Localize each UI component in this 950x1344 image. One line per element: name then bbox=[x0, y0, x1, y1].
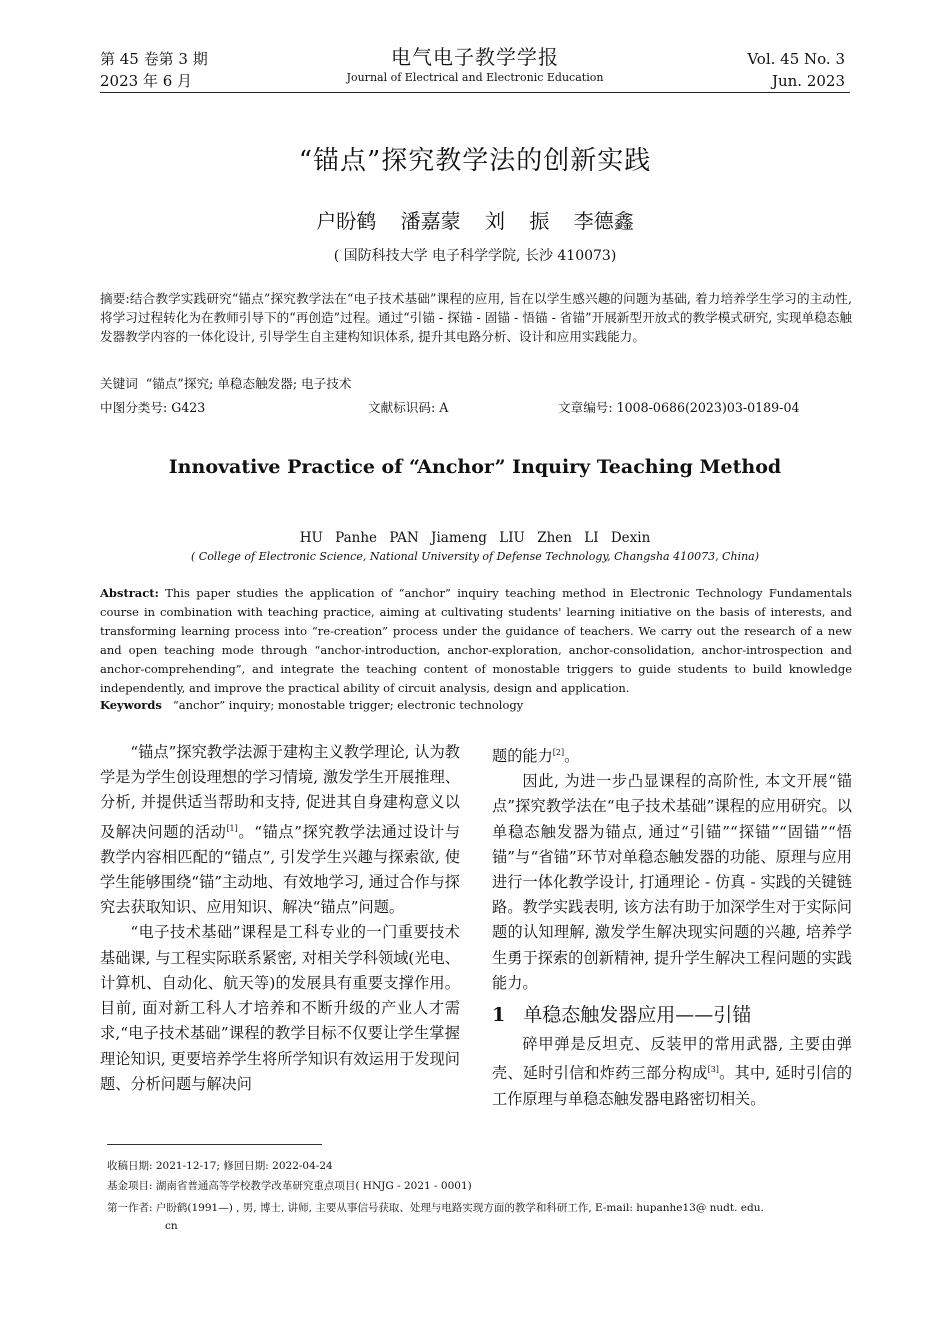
article-number: 文章编号: 1008-0686(2023)03-0189-04 bbox=[558, 400, 800, 415]
footnote-received: 收稿日期: 2021-12-17; 修回日期: 2022-04-24 bbox=[107, 1160, 333, 1172]
abstract-cn-text: 结合教学实践研究“锚点”探究教学法在“电子技术基础”课程的应用, 旨在以学生感兴趣的问题为基础, 着力培养学生学习的主动性, 将学习过程转化为在教师引导下的“再创造”过程。通过“引锚 - 探锚 - 固锚 - 悟锚 - 省锚”开展新型开放式的教学模式研究, 实现单稳态触发器教学内容的一体化设计, 引导学生自主建构知识体系, 提升其电路分析、设计和应用实践能力。 bbox=[100, 291, 852, 344]
body-column-left bbox=[100, 740, 460, 1097]
affiliation-en: ( College of Electronic Science, National University of Defense Technology, Changsha 410073, China) bbox=[190, 550, 760, 563]
issue-date: 2023 年 6 月 bbox=[100, 72, 193, 90]
keywords-cn bbox=[100, 374, 852, 393]
body-paragraph: “电子技术基础”课程是工科专业的一门重要技术基础课, 与工程实际联系紧密, 对相关学科领域(光电、计算机、自动化、航天等)的发展具有重要支撑作用。目前, 面对新工科人才培养和不断升级的产业人才需求,“电子技术基础”课程的教学目标不仅要让学生掌握理论知识, 更要培养学生将所学知识有效运用于发现问题、分析问题与解决问 bbox=[100, 923, 460, 1093]
keywords-cn-label: 关键词 bbox=[100, 376, 138, 391]
citation-ref: [3] bbox=[707, 1065, 719, 1075]
citation-ref: [2] bbox=[552, 748, 565, 757]
body-paragraph: 因此, 为进一步凸显课程的高阶性, 本文开展“锚点”探究教学法在“电子技术基础”课程的应用研究。以单稳态触发器为锚点, 通过“引锚”“探锚”“固锚”“悟锚”与“省锚”环节对单稳态触发器的功能、原理与应用进行一体化教学设计, 打通理论 - 仿真 - 实践的关键链路。教学实践表明, 该方法有助于加深学生对于实际问题的认知理解, 激发学生解决现实问题的兴趣, 培养学生勇于探索的创新精神, 提升学生解决工程问题的实践能力。 bbox=[492, 772, 852, 992]
section-title: 单稳态触发器应用——引锚 bbox=[523, 1004, 752, 1027]
abstract-cn bbox=[100, 289, 852, 346]
issue-date-en: Jun. 2023 bbox=[771, 72, 845, 90]
body-paragraph: “锚点”探究教学法源于建构主义教学理论, 认为教学是为学生创设理想的学习情境, 激发学生开展推理、分析, 并提供适当帮助和支持, 促进其自身建构意义以及解决问题的活动[1]。“锚点”探究教学法通过设计与教学内容相匹配的“锚点”, 引发学生兴趣与探索欲, 使学生能够围绕“锚”主动地、有效地学习, 通过合作与探究去获取知识、应用知识、解决“锚点”问题。 bbox=[100, 743, 461, 917]
authors-cn: 户盼鹤 潘嘉蒙 刘 振 李德鑫 bbox=[316, 209, 634, 233]
footnote-author: 第一作者: 户盼鹤(1991—) , 男, 博士, 讲师, 主要从事信号获取、处理与电路实现方面的教学和科研工作, E-mail: hupanhe13@ nudt. edu. bbox=[107, 1202, 764, 1214]
clc-number: 中图分类号: G423 bbox=[100, 400, 206, 415]
journal-name bbox=[300, 44, 650, 86]
volume-issue: 第 45 卷第 3 期 bbox=[100, 50, 208, 68]
footnote-rule bbox=[107, 1144, 322, 1145]
paper-title-cn: “锚点”探究教学法的创新实践 bbox=[298, 146, 652, 176]
affiliation-cn: ( 国防科技大学 电子科学学院, 长沙 410073) bbox=[333, 248, 617, 264]
issue-info bbox=[100, 48, 208, 92]
section-number: 1 bbox=[492, 1004, 506, 1027]
section-heading bbox=[492, 1000, 852, 1030]
keywords-en-text: “anchor” inquiry; monostable trigger; electronic technology bbox=[172, 698, 524, 712]
keywords-en-label: Keywords bbox=[100, 698, 162, 712]
citation-ref: [1] bbox=[226, 823, 238, 833]
body-paragraph: 题的能力[2]。 bbox=[492, 747, 580, 766]
authors-en: HU Panhe PAN Jiameng LIU Zhen LI Dexin bbox=[299, 530, 651, 546]
abstract-en-label: Abstract: bbox=[100, 586, 159, 600]
paper-title-en: Innovative Practice of “Anchor” Inquiry Teaching Method bbox=[168, 456, 782, 478]
body-column-right bbox=[492, 740, 852, 1112]
journal-name-cn: 电气电子教学学报 bbox=[391, 45, 559, 69]
issue-info-en bbox=[747, 48, 845, 92]
body-paragraph: 碎甲弹是反坦克、反装甲的常用武器, 主要由弹壳、延时引信和炸药三部分构成[3]。其中, 延时引信的工作原理与单稳态触发器电路密切相关。 bbox=[492, 1035, 853, 1108]
document-code: 文献标识码: A bbox=[368, 400, 449, 415]
keywords-cn-text: “锚点”探究; 单稳态触发器; 电子技术 bbox=[145, 376, 352, 391]
journal-name-en: Journal of Electrical and Electronic Education bbox=[346, 71, 604, 84]
abstract-en bbox=[100, 584, 852, 698]
footnote-fund: 基金项目: 湖南省普通高等学校教学改革研究重点项目( HNJG - 2021 - 0001) bbox=[107, 1180, 472, 1192]
volume-issue-en: Vol. 45 No. 3 bbox=[747, 50, 845, 68]
abstract-en-text: This paper studies the application of “anchor” inquiry teaching method in Electronic Technology Fundamentals course in combination with teaching practice, aiming at cultivating students' learning initiative on the basis of interests, and transforming learning process into “re-creation” process under the guidance of teachers. We carry out the research of a new and open teaching mode through “anchor-introduction, anchor-exploration, anchor-consolidation, anchor-introspection and anchor-comprehending”, and integrate the teaching content of monostable triggers to guide students to build knowledge independently, and improve the practical ability of circuit analysis, design and application. bbox=[100, 586, 853, 695]
classification-row bbox=[100, 398, 852, 417]
header-rule bbox=[100, 92, 850, 93]
footnote-author-cont: cn bbox=[165, 1220, 178, 1232]
abstract-cn-label: 摘要: bbox=[100, 291, 130, 306]
keywords-en bbox=[100, 698, 852, 712]
